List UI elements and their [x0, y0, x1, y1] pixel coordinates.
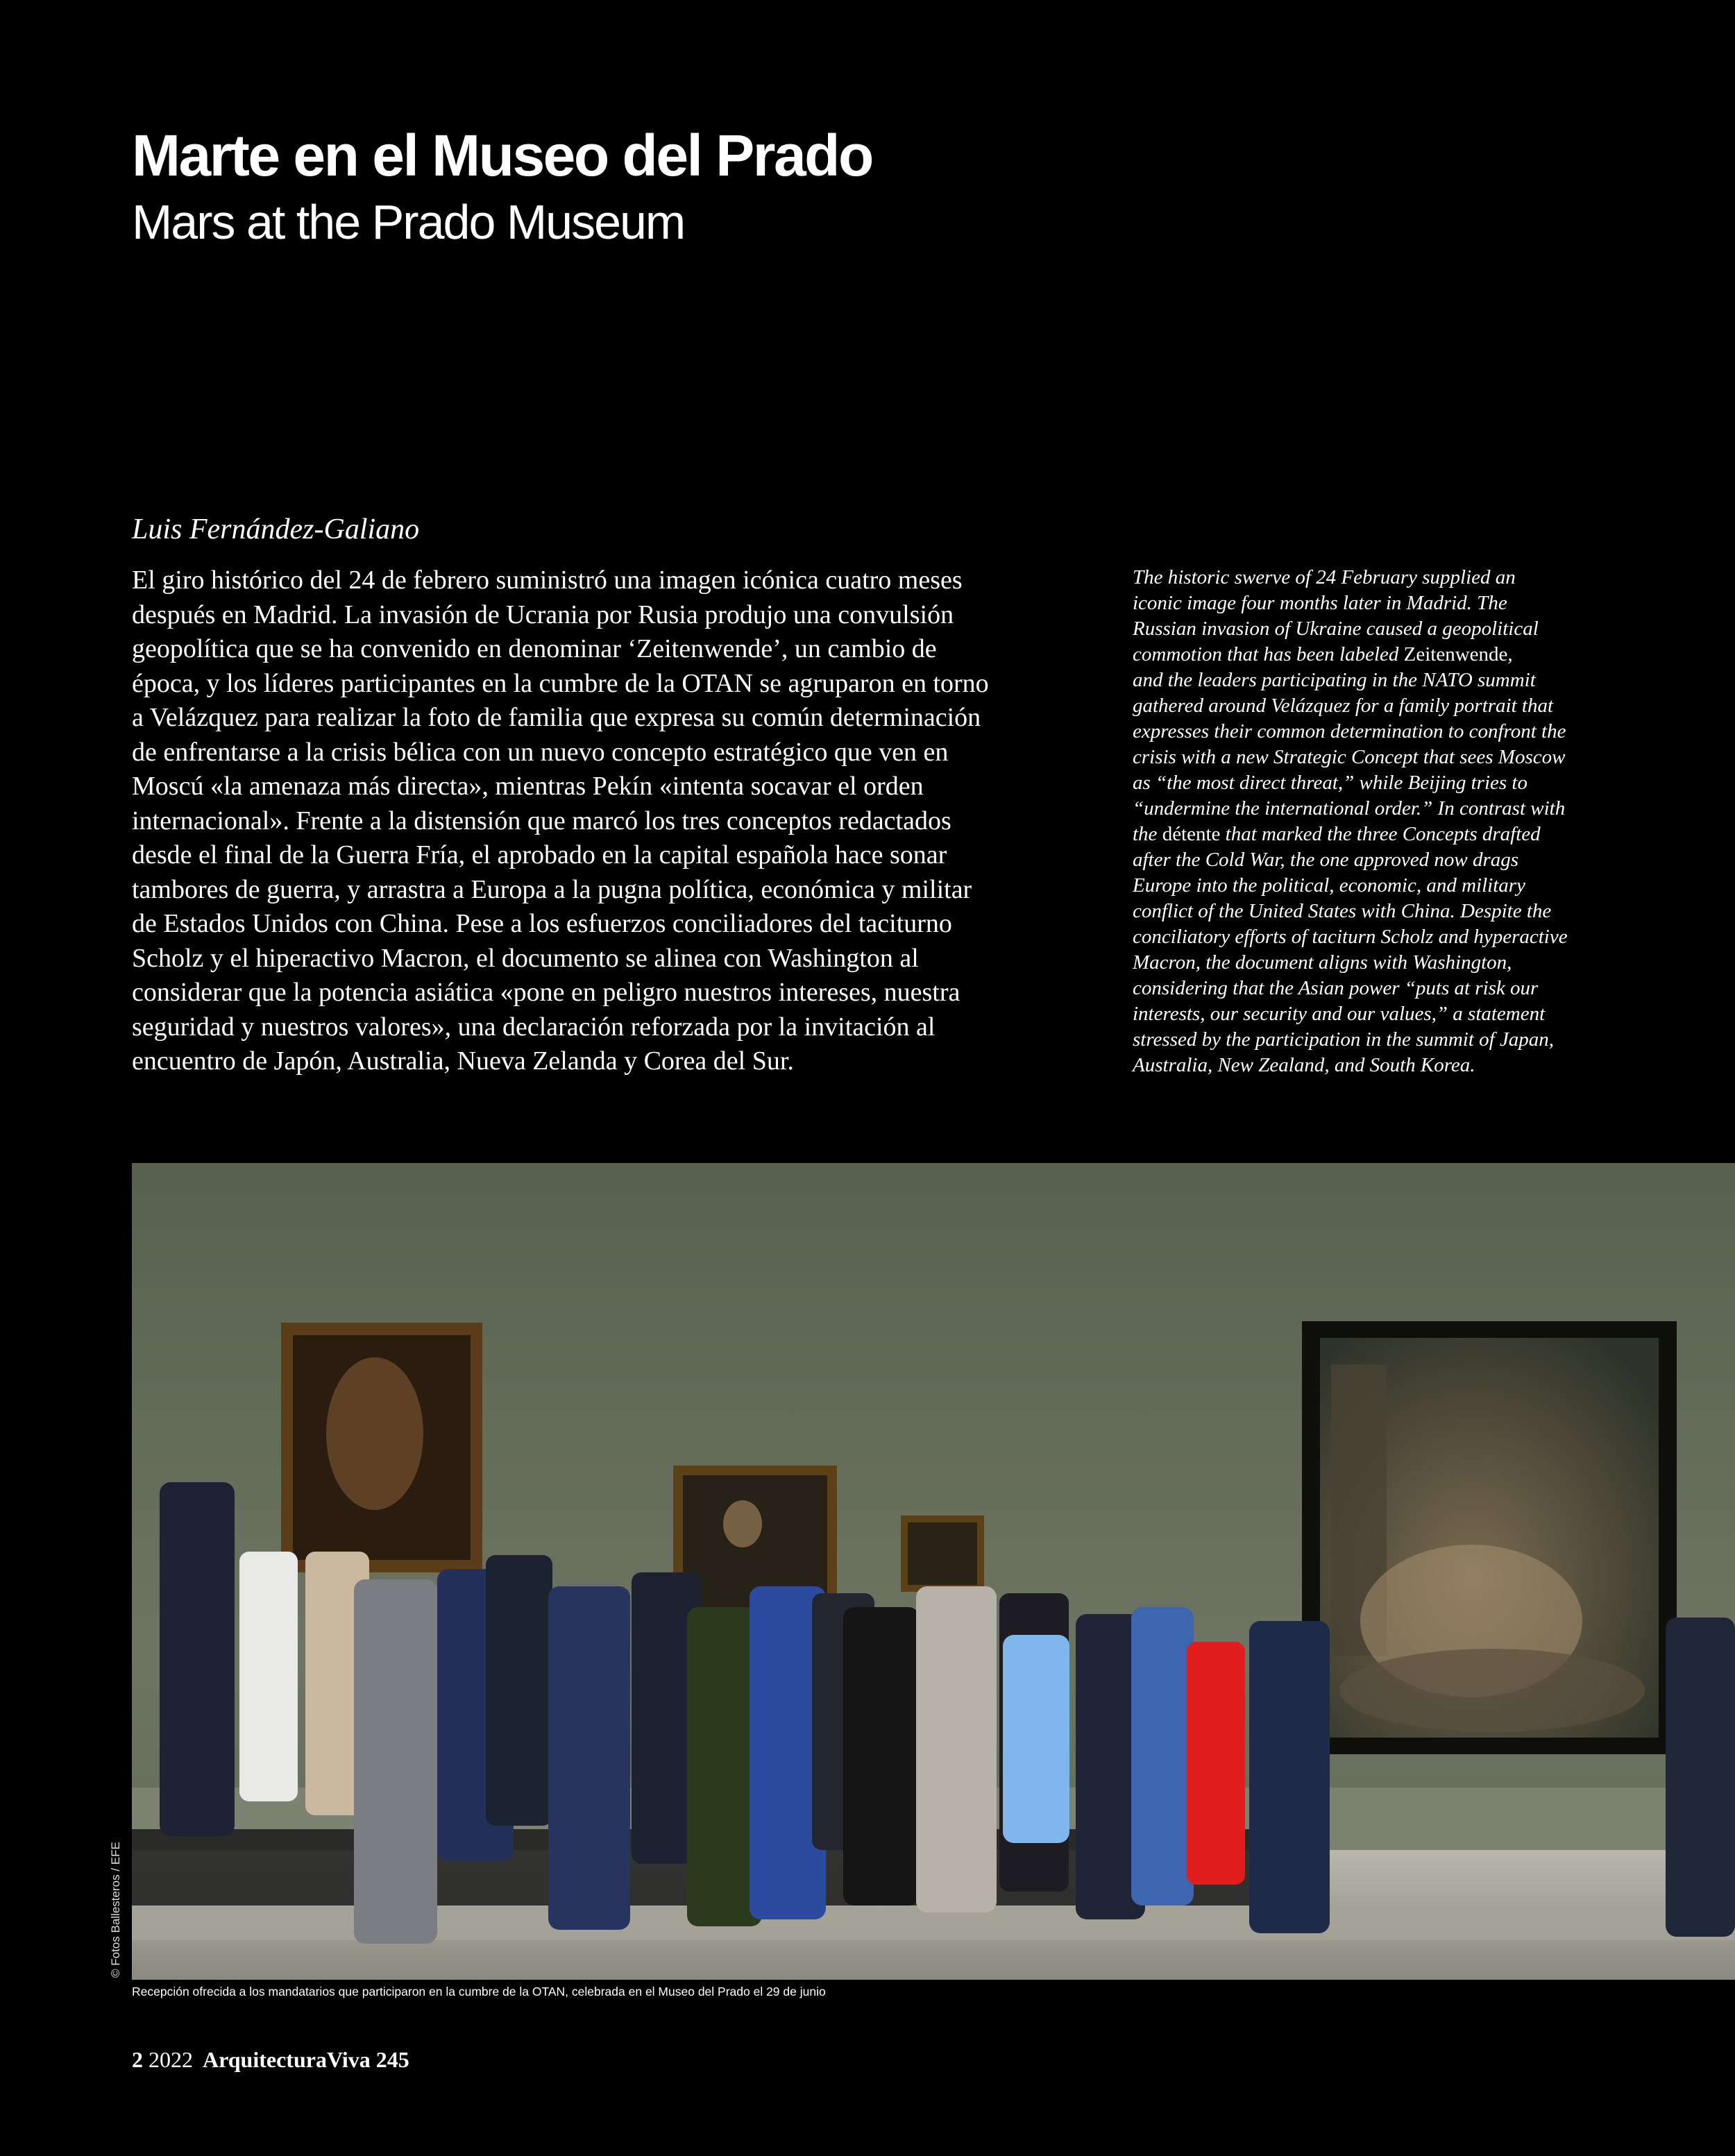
english-line: Macron, the document aligns with Washington, — [1133, 951, 1512, 974]
painting-left — [281, 1323, 482, 1572]
spanish-line: desde el final de la Guerra Fría, el aprobado en la capital española hace sonar — [132, 840, 947, 869]
spanish-line: de enfrentarse a la crisis bélica con un nuevo concepto estratégico que ven en — [132, 737, 949, 767]
article-title: Marte en el Museo del Prado — [132, 123, 872, 188]
author-name: Luis Fernández-Galiano — [132, 513, 420, 545]
spanish-line: de Estados Unidos con China. Pese a los esfuerzos conciliadores del taciturno — [132, 909, 952, 938]
spanish-line: después en Madrid. La invasión de Ucrania por Rusia produjo una convulsión — [132, 600, 954, 629]
english-text: that marked the three Concepts drafted — [1220, 823, 1541, 845]
english-line: “undermine the international order.” In contrast with — [1133, 797, 1566, 820]
english-line: stressed by the participation in the summit of Japan, — [1133, 1028, 1555, 1051]
english-line: conflict of the United States with China. Despite the — [1133, 900, 1552, 922]
english-line: and the leaders participating in the NATO summit — [1133, 669, 1536, 691]
spanish-line: época, y los líderes participantes en la cumbre de la OTAN se agruparon en torno — [132, 668, 989, 698]
english-line — [1133, 822, 1709, 847]
group-photo — [132, 1163, 1735, 1980]
english-line: Australia, New Zealand, and South Korea. — [1133, 1054, 1475, 1076]
page-number: 2 — [132, 2047, 143, 2072]
english-line: expresses their common determination to confront the — [1133, 720, 1566, 742]
spanish-line: seguridad y nuestros valores», una declaración reforzada por la invitación al — [132, 1012, 936, 1042]
page-footer — [132, 2047, 409, 2073]
painting-las-meninas — [1302, 1321, 1677, 1754]
issue-year: 2022 — [149, 2047, 193, 2072]
spanish-line: geopolítica que se ha convenido en denominar ‘Zeitenwende’, un cambio de — [132, 634, 937, 663]
english-text: the — [1133, 823, 1162, 845]
english-upright-term: détente — [1162, 823, 1221, 845]
english-upright-term: Zeitenwende, — [1403, 643, 1513, 665]
english-line: conciliatory efforts of taciturn Scholz and hyperactive — [1133, 926, 1568, 948]
spanish-line: Scholz y el hiperactivo Macron, el documento se alinea con Washington al — [132, 943, 919, 973]
english-line: Russian invasion of Ukraine caused a geopolitical — [1133, 618, 1539, 640]
english-line: iconic image four months later in Madrid. The — [1133, 592, 1507, 614]
article-title-english: Mars at the Prado Museum — [132, 195, 685, 249]
body-text-spanish — [132, 563, 1090, 1079]
english-line: interests, our security and our values,” a statement — [1133, 1003, 1546, 1025]
magazine-name: ArquitecturaViva 245 — [203, 2047, 409, 2072]
english-line: gathered around Velázquez for a family portrait that — [1133, 695, 1554, 717]
spanish-line: tambores de guerra, y arrastra a Europa a la pugna política, económica y militar — [132, 874, 972, 904]
photo-caption: Recepción ofrecida a los mandatarios que participaron en la cumbre de la OTAN, celebrada en el Museo del Prado el 29 de junio — [132, 1985, 826, 1998]
english-line: Europe into the political, economic, and military — [1133, 874, 1525, 897]
spanish-line: encuentro de Japón, Australia, Nueva Zelanda y Corea del Sur. — [132, 1046, 794, 1076]
english-line: as “the most direct threat,” while Beijing tries to — [1133, 772, 1527, 794]
spanish-line: a Velázquez para realizar la foto de familia que expresa su común determinación — [132, 703, 981, 732]
english-line: after the Cold War, the one approved now drags — [1133, 849, 1519, 871]
english-line: The historic swerve of 24 February supplied an — [1133, 566, 1516, 588]
english-line — [1133, 642, 1709, 668]
english-text: commotion that has been labeled — [1133, 643, 1404, 665]
spanish-line: Moscú «la amenaza más directa», mientras Pekín «intenta socavar el orden — [132, 772, 924, 801]
spanish-line: considerar que la potencia asiática «pone en peligro nuestros intereses, nuestra — [132, 978, 960, 1007]
english-line: crisis with a new Strategic Concept that sees Moscow — [1133, 746, 1566, 768]
spanish-line: El giro histórico del 24 de febrero suministró una imagen icónica cuatro meses — [132, 566, 963, 595]
english-line: considering that the Asian power “puts at risk our — [1133, 977, 1539, 999]
painting-small-back — [901, 1516, 984, 1592]
body-text-english — [1133, 565, 1709, 1078]
photo-credit: © Fotos Ballesteros / EFE — [109, 1842, 122, 1978]
spanish-line: internacional». Frente a la distensión que marcó los tres conceptos redactados — [132, 806, 951, 835]
